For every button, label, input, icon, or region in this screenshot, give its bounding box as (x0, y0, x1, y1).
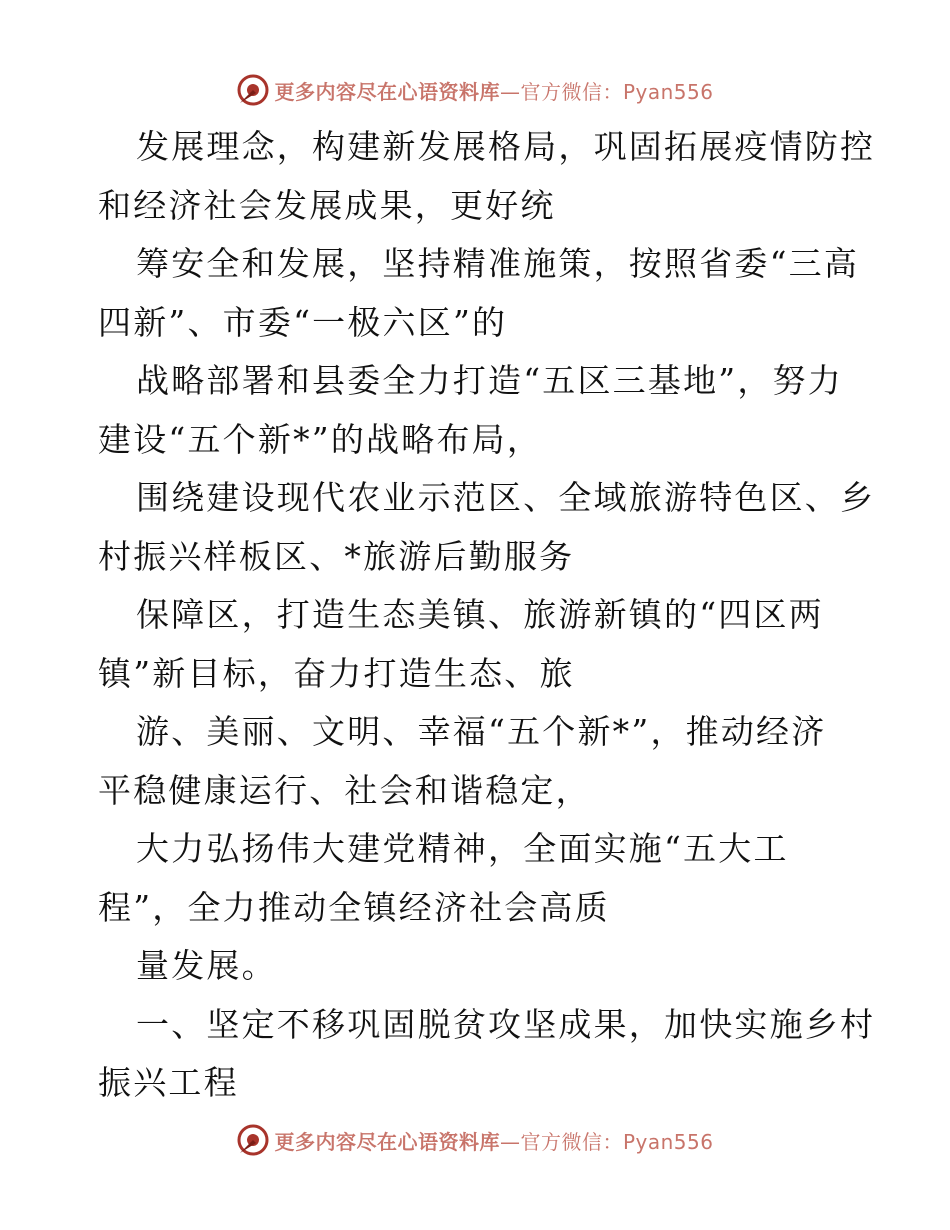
document-body (98, 118, 876, 1113)
watermark-footer (0, 1120, 950, 1160)
paragraph (98, 352, 868, 469)
brand-logo-icon (236, 1123, 270, 1157)
text-line: 程”，全力推动全镇经济社会高质 (98, 887, 610, 927)
text-line: 大力弘扬伟大建党精神，全面实施“五大工 (136, 829, 789, 868)
section-heading (98, 996, 876, 1113)
paragraph (98, 820, 868, 937)
watermark-text: 更多内容尽在心语资料库—官方微信：Pyan556 (274, 1129, 714, 1154)
text-line: 镇”新目标，奋力打造生态、旅 (98, 653, 575, 693)
watermark-text: 更多内容尽在心语资料库—官方微信：Pyan556 (274, 79, 714, 104)
text-line: 四新”、市委“一极六区”的 (98, 302, 508, 342)
paragraph (98, 586, 868, 703)
paragraph (98, 703, 868, 820)
paragraph (98, 118, 876, 235)
text-line: 一、坚定不移巩固脱贫攻坚成果，加快实施乡村 (136, 1004, 876, 1044)
paragraph (98, 235, 868, 352)
text-line: 战略部署和县委全力打造“五区三基地”，努力 (136, 361, 843, 400)
text-line: 和经济社会发展成果，更好统 (98, 185, 556, 225)
text-line: 建设“五个新*”的战略布局， (98, 419, 543, 459)
text-line: 平稳健康运行、社会和谐稳定， (98, 770, 591, 810)
text-line: 发展理念，构建新发展格局，巩固拓展疫情防控 (136, 127, 876, 166)
text-line: 保障区，打造生态美镇、旅游新镇的“四区两 (136, 595, 824, 634)
text-line: 量发展。 (136, 946, 277, 985)
brand-logo-icon (236, 73, 270, 107)
paragraph (98, 469, 876, 586)
text-line: 振兴工程 (98, 1063, 239, 1102)
watermark-header (0, 70, 950, 110)
text-line: 围绕建设现代农业示范区、全域旅游特色区、乡 (136, 478, 876, 517)
paragraph (98, 937, 868, 996)
text-line: 游、美丽、文明、幸福“五个新*”，推动经济 (136, 712, 827, 751)
text-line: 村振兴样板区、*旅游后勤服务 (98, 536, 575, 576)
text-line: 筹安全和发展，坚持精准施策，按照省委“三高 (136, 244, 860, 283)
